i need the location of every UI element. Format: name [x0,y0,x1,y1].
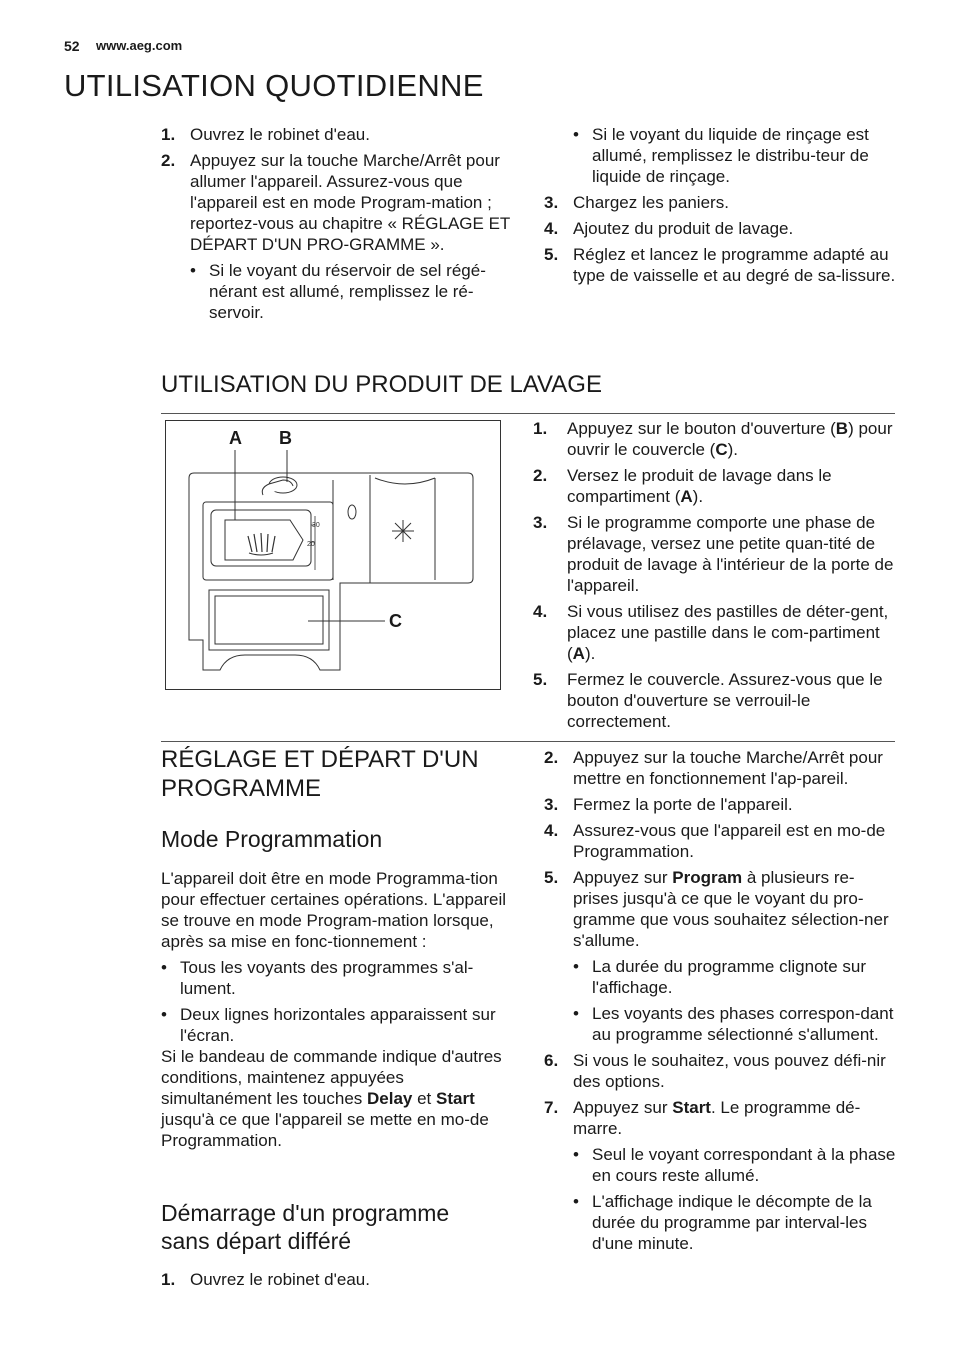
bullet-item: • La durée du programme clignote sur l'affichage. [573,957,867,997]
list-item: 1. Ouvrez le robinet d'eau. [161,1270,370,1289]
list-item: 6. Si vous le souhaitez, vous pouvez défi-nir des options. [544,1051,886,1091]
section-heading-setting: RÉGLAGE ET DÉPART D'UN PROGRAMME [161,746,479,802]
list-item: 3. Chargez les paniers. [544,193,729,212]
figure-mark-20: 20 [307,541,315,548]
figure-label-c: C [389,611,402,631]
intro-right-column [544,124,896,291]
list-item: 2. Appuyez sur la touche Marche/Arrêt pour mettre en fonctionnement l'ap-pareil. [544,748,883,788]
subheading-mode: Mode Programmation [161,826,383,852]
section-divider [161,741,895,742]
list-item: 7. Appuyez sur Start. Le programme dé-marre. [544,1098,861,1138]
section-divider [161,413,895,414]
list-item: 4. Si vous utilisez des pastilles de déter-gent, placez une pastille dans le com-partiment (A). [533,602,889,663]
list-item: 5. Appuyez sur Program à plusieurs re-prises jusqu'à ce que le voyant du pro-gramme que vous souhaitez sélection-ner s'allume. [544,868,889,950]
bullet-item: • Tous les voyants des programmes s'al-lument. [161,958,474,998]
figure-label-b: B [279,428,292,448]
detergent-steps [533,418,895,737]
bullet-item: • Si le voyant du liquide de rinçage est allumé, remplissez le distribu-teur de liquide de rinçage. [573,125,869,186]
bullet-item: • L'affichage indique le décompte de la durée du programme par interval-les d'une minute. [573,1192,872,1253]
dispenser-diagram [165,420,501,690]
list-item: 3. Fermez la porte de l'appareil. [544,795,793,814]
list-item: 1. Ouvrez le robinet d'eau. [161,125,370,144]
bullet-item: • Seul le voyant correspondant à la phase en cours reste allumé. [573,1145,896,1185]
figure-label-a: A [229,428,242,448]
mode-paragraph-2: Si le bandeau de commande indique d'autres conditions, maintenez appuyées simultanément les touches Delay et Start jusqu'à ce que l'appareil se mette en mo-de Programmation. [161,1047,502,1150]
list-item: 5. Fermez le couvercle. Assurez-vous que le bouton d'ouverture se verrouil-le correctement. [533,670,883,731]
subheading-start: Démarrage d'un programme sans départ différé [161,1200,450,1254]
dispenser-figure [165,420,501,690]
list-item: 4. Assurez-vous que l'appareil est en mo-de Programmation. [544,821,886,861]
list-item: 3. Si le programme comporte une phase de prélavage, versez une petite quan-tité de produit de lavage à l'intérieur de la porte de l'appareil. [533,513,894,595]
bullet-item: • Les voyants des phases correspon-dant au programme sélectionné s'allument. [573,1004,894,1044]
mode-paragraph: L'appareil doit être en mode Programma-tion pour effectuer certaines opérations. L'appareil se trouve en mode Program-mation lorsque, après sa mise en fonc-tionnement : [161,869,507,951]
list-item: 5. Réglez et lancez le programme adapté au type de vaisselle et au degré de sa-lissure. [544,245,896,285]
list-item: 1. Appuyez sur le bouton d'ouverture (B) pour ouvrir le couvercle (C). [533,419,893,459]
section-heading-detergent: UTILISATION DU PRODUIT DE LAVAGE [161,371,602,398]
page-number: 52 [64,38,80,54]
page-title: UTILISATION QUOTIDIENNE [64,68,484,103]
bullet-item: • Si le voyant du réservoir de sel régé-nérant est allumé, remplissez le ré-servoir. [190,261,486,322]
start-steps [161,1269,511,1295]
bullet-item: • Deux lignes horizontales apparaissent sur l'écran. [161,1005,496,1045]
list-item: 4. Ajoutez du produit de lavage. [544,219,794,238]
list-item: 2. Versez le produit de lavage dans le compartiment (A). [533,466,832,506]
website-url: www.aeg.com [96,38,183,53]
setting-right-column [544,747,896,1259]
list-item: 2. Appuyez sur la touche Marche/Arrêt pour allumer l'appareil. Assurez-vous que l'appareil est en mode Program-mation ; reportez-vous au chapitre « RÉGLAGE ET DÉPART D'UN PRO-GRAMME ». [161,151,511,254]
mode-column [161,868,511,1156]
figure-mark-30: 30 [312,522,320,529]
intro-left-column [161,124,511,328]
